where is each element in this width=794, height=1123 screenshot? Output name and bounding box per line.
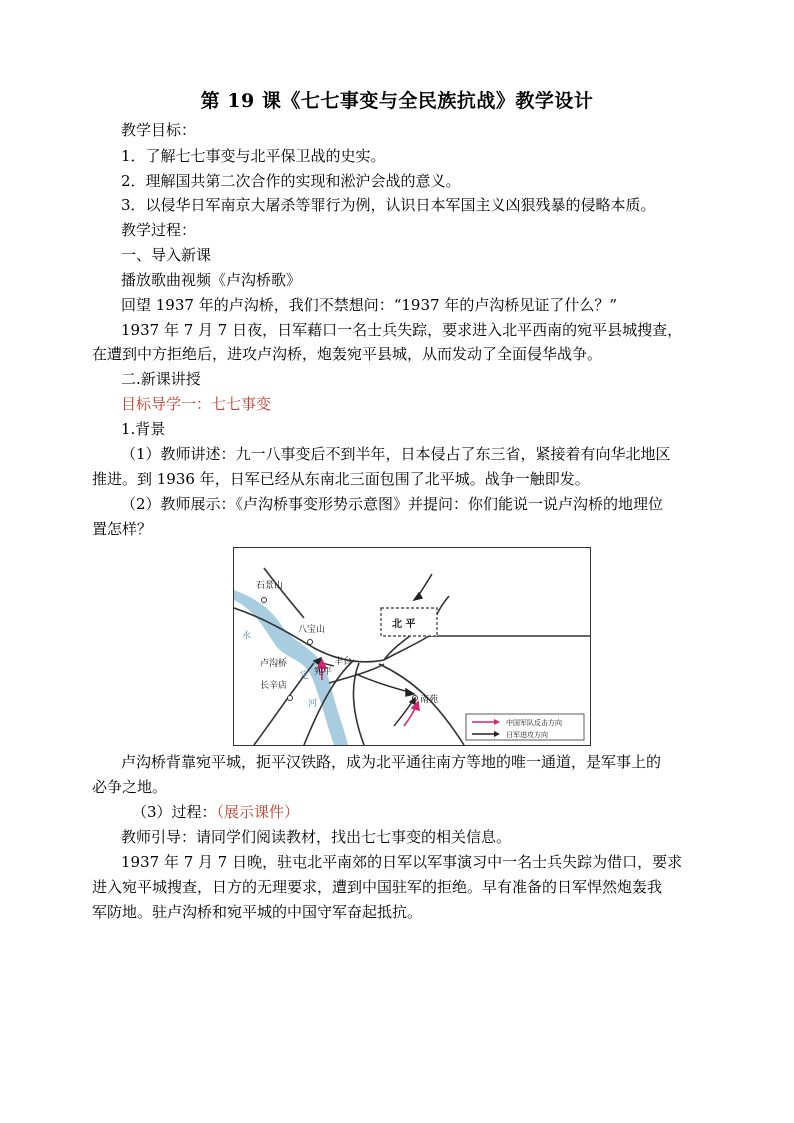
text-line: 教学过程： [121,221,197,239]
label-lugouqiao: 卢沟桥 [260,659,288,669]
page-title: 第 19 课《七七事变与全民族抗战》教学设计 [200,90,594,112]
text-line: 1．了解七七事变与北平保卫战的史实。 [121,147,386,165]
text-line: 进入宛平城搜查，日方的无理要求，遭到中国驻军的拒绝。早有准备的日军悍然炮轰我 [92,878,663,896]
label-changxindian: 长辛店 [260,681,288,691]
label-river-3: 河 [308,699,318,709]
lugouqiao-situation-map [234,548,590,745]
text-line: 置怎样？ [92,520,153,538]
text-line: 必争之地。 [92,778,168,796]
text-line: 3．以侵华日军南京大屠杀等罪行为例，认识日本军国主义凶狠残暴的侵略本质。 [121,196,656,214]
map-legend [466,714,584,740]
label-river-2: 定 [300,671,310,681]
text-line: 推进。到 1936 年，日军已经从东南北三面包围了北平城。战争一触即发。 [92,470,590,488]
text-line: （1）教师讲述：九一八事变后不到半年，日本侵占了东三省，紧接着有向华北地区 [121,445,671,463]
text-line: 1937 年 7 月 7 日晚，驻屯北平南郊的日军以军事演习中一名士兵失踪为借口，要求 [121,853,683,871]
text-line: 播放歌曲视频《卢沟桥歌》 [121,271,302,289]
text-line: 卢沟桥背靠宛平城，扼平汉铁路，成为北平通往南方等地的唯一通道，是军事上的 [121,753,662,771]
goal-heading: 目标导学一：七七事变 [121,395,272,413]
text-line: 2．理解国共第二次合作的实现和淞沪会战的意义。 [121,172,461,190]
map-figure [233,547,591,746]
text-line: 军防地。驻卢沟桥和宛平城的中国守军奋起抵抗。 [92,903,423,921]
text-line: 回望 1937 年的卢沟桥，我们不禁想问：“1937 年的卢沟桥见证了什么？” [121,296,617,314]
text-line: 教师引导：请同学们阅读教材，找出七七事变的相关信息。 [121,828,512,846]
label-fengtai: 丰台 [334,657,353,667]
courseware-note: （展示课件） [216,803,300,821]
label-babaoshan: 八宝山 [298,625,326,635]
label-nanyuan: 南苑 [420,695,439,705]
section-heading: 二.新课讲授 [121,370,201,388]
legend-japanese: 日军进攻方向 [506,731,548,739]
text-line: 1.背景 [121,420,166,438]
label-shijingshan: 石景山 [256,581,284,591]
text-line: 在遭到中方拒绝后，进攻卢沟桥，炮轰宛平县城，从而发动了全面侵华战争。 [92,345,603,363]
legend-chinese: 中国军队反击方向 [506,719,562,727]
process-label: （3）过程： [132,803,217,821]
text-line: （2）教师展示：《卢沟桥事变形势示意图》并提问：你们能说一说卢沟桥的地理位 [121,495,664,513]
label-river-1: 永 [242,631,252,641]
label-wanping: 宛平 [314,667,333,677]
text-line [132,801,299,823]
label-beiping: 北 平 [392,619,416,630]
text-line: 1937 年 7 月 7 日夜，日军藉口一名士兵失踪，要求进入北平西南的宛平县城搜查， [121,321,683,339]
text-line: 教学目标： [121,121,197,139]
text-line: 一、导入新课 [121,246,212,264]
